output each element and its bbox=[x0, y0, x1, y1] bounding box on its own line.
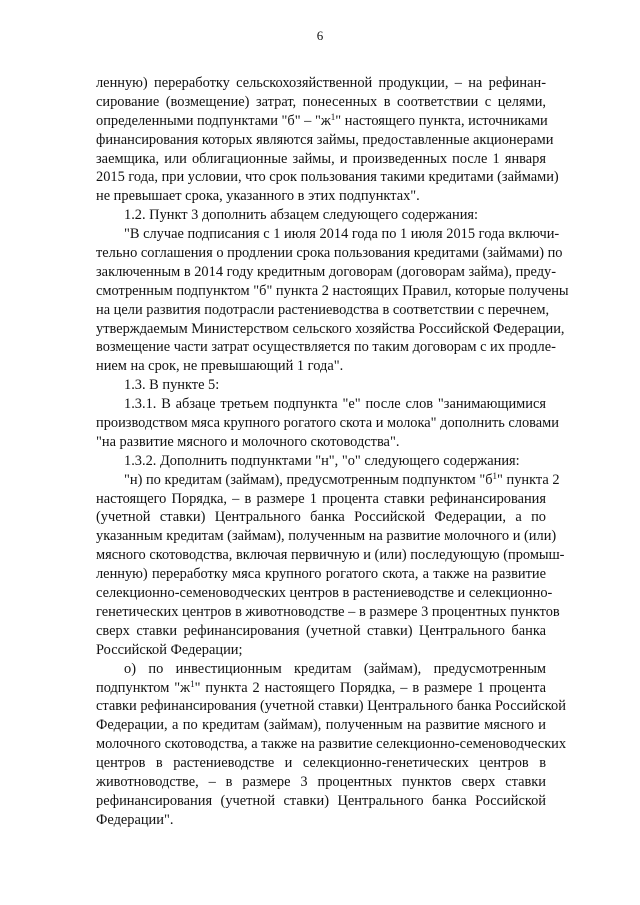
text-line: не превышает срока, указанного в этих подпунктах". bbox=[96, 188, 420, 205]
text-line: Федерации". bbox=[96, 811, 174, 828]
text-line: 1.3.1. В абзаце третьем подпункта "е" после слов "занимающимися bbox=[124, 396, 546, 413]
text-line: настоящего Порядка, – в размере 1 процента ставки рефинансирования bbox=[96, 490, 546, 507]
page-number: 6 bbox=[316, 28, 324, 43]
text-line: 2015 года, при условии, что срок пользования такими кредитами (займами) bbox=[96, 169, 559, 186]
text-line: заключенным в 2014 году кредитным договорам (договорам займа), преду- bbox=[96, 263, 557, 280]
text-line: 1.3. В пункте 5: bbox=[124, 377, 220, 394]
text-line: животноводстве, – в размере 3 процентных пунктов сверх ставки bbox=[96, 773, 546, 790]
text-line: на цели развития подотрасли растениеводства в соответствии с перечнем, bbox=[96, 301, 550, 318]
text-line: Федерации, а по кредитам (займам), полученным на развитие мясного и bbox=[96, 717, 546, 734]
text-line: (учетной ставки) Центрального банка Российской Федерации, а по bbox=[96, 509, 546, 526]
text-line: генетических центров в животноводстве – в размере 3 процентных пунктов bbox=[96, 603, 560, 620]
text-line: указанным кредитам (займам), полученным на развитие молочного и (или) bbox=[96, 528, 557, 545]
text-line: Российской Федерации; bbox=[96, 641, 243, 658]
text-line: смотренным подпунктом "б" пункта 2 настоящих Правил, которые получены bbox=[96, 282, 569, 299]
text-line: 1.3.2. Дополнить подпунктами "н", "о" следующего содержания: bbox=[124, 452, 520, 469]
text-line: подпунктом "$ж^1$" пункта 2 настоящего Порядка, – в размере 1 процента bbox=[96, 678, 546, 696]
text-line: заемщика, или облигационные займы, и произведенных после 1 января bbox=[96, 150, 546, 167]
text-line: финансирования которых являются займы, предоставленные акционерами bbox=[96, 131, 554, 148]
text-line: рефинансирования (учетной ставки) Центрального банка Российской bbox=[96, 792, 546, 809]
text-line: тельно соглашения о продлении срока пользования кредитами (займами) по bbox=[96, 245, 563, 262]
text-line: мясного скотоводства, включая первичную и (или) последующую (промыш- bbox=[96, 547, 565, 564]
text-line: "н) по кредитам (займам), предусмотренным подпунктом "$б^1$" пункта 2 bbox=[124, 470, 560, 488]
text-line: ставки рефинансирования (учетной ставки) Центрального банка Российской bbox=[96, 698, 566, 715]
superscript-one: 1 bbox=[330, 111, 336, 122]
text-line: утверждаемым Министерством сельского хозяйства Российской Федерации, bbox=[96, 320, 565, 337]
text-line: "В случае подписания с 1 июля 2014 года по 1 июля 2015 года включи- bbox=[124, 226, 560, 243]
text-line: 1.2. Пункт 3 дополнить абзацем следующего содержания: bbox=[124, 207, 479, 224]
text-line: молочного скотоводства, а также на развитие селекционно-семеноводческих bbox=[96, 736, 567, 753]
text-line: нием на срок, не превышающий 1 года". bbox=[96, 358, 344, 375]
superscript-one: 1 bbox=[190, 678, 195, 689]
text-line: определенными подпунктами "б" – "$ж^1$" настоящего пункта, источниками bbox=[96, 111, 548, 129]
text-line: производством мяса крупного рогатого скота и молока" дополнить словами bbox=[96, 415, 559, 432]
text-line: сирование (возмещение) затрат, понесенных в соответствии с целями, bbox=[96, 93, 546, 110]
text-line: сверх ставки рефинансирования (учетной ставки) Центрального банка bbox=[96, 622, 546, 639]
text-line: селекционно-семеноводческих центров в растениеводстве и селекционно- bbox=[96, 585, 553, 602]
text-line: ленную) переработку сельскохозяйственной продукции, – на рефинан- bbox=[96, 75, 546, 91]
text-line: возмещение части затрат осуществляется по таким договорам с их продле- bbox=[96, 339, 556, 356]
text-line: "на развитие мясного и молочного скотоводства". bbox=[96, 433, 400, 450]
text-line: центров в растениеводстве и селекционно-генетических центров в bbox=[96, 755, 546, 772]
text-line: ленную) переработку мяса крупного рогатого скота, а также на развитие bbox=[96, 566, 546, 583]
superscript-one: 1 bbox=[492, 470, 498, 481]
text-line: о) по инвестиционным кредитам (займам), предусмотренным bbox=[124, 660, 546, 677]
document-body bbox=[96, 74, 569, 830]
